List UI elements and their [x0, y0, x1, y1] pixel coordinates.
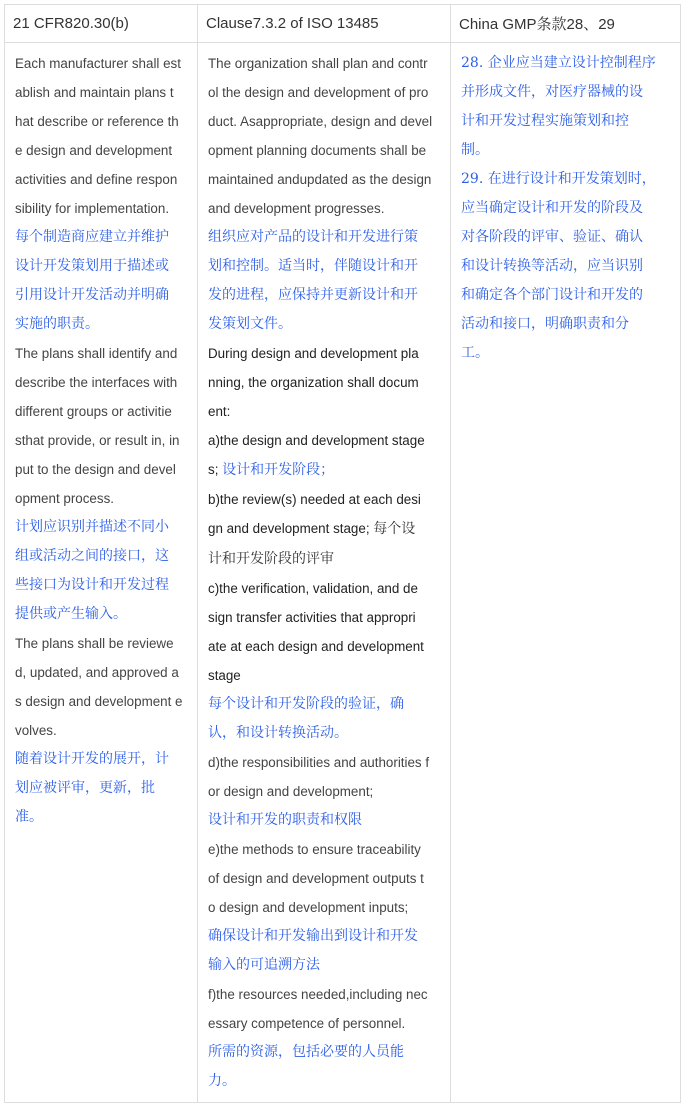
iso-item-a [208, 426, 445, 485]
iso-document-intro: During design and development pla nning, the organization shall docum ent: [208, 346, 419, 419]
cfr-interfaces-zh: 计划应识别并描述不同小 组或活动之间的接口，这 些接口为设计和开发过程 提供或产生输入。 [15, 519, 169, 622]
iso-item-c-zh: 每个设计和开发阶段的验证，确 认，和设计转换活动。 [208, 696, 404, 741]
table-header-row [5, 5, 681, 43]
iso-cell [198, 43, 451, 1103]
iso-item-e-en: e)the methods to ensure traceability of design and development outputs t o design and development inputs; [208, 842, 424, 915]
iso-plan-en: The organization shall plan and contr ol the design and development of pro duct. Asappropriate, design and devel opment planning documents shall be maintained andupdated as the design and development progresses. [208, 56, 433, 216]
iso-item-f-en: f)the resources needed,including nec essary competence of personnel. [208, 987, 428, 1031]
iso-item-e-zh: 确保设计和开发输出到设计和开发 输入的可追溯方法 [208, 928, 418, 973]
iso-item-d-en: d)the responsibilities and authorities f or design and development; [208, 755, 430, 799]
cfr-plans-zh: 每个制造商应建立并维护 设计开发策划用于描述或 引用设计开发活动并明确 实施的职责。 [15, 229, 169, 332]
iso-item-f-zh: 所需的资源，包括必要的人员能 力。 [208, 1044, 404, 1089]
cfr-interfaces-en: The plans shall identify and describe the interfaces with different groups or activitie sthat provide, or result in, in put to the design and devel opment process. [15, 346, 180, 506]
iso-plan-zh: 组织应对产品的设计和开发进行策 划和控制。适当时，伴随设计和开 发的进程，应保持并更新设计和开 发策划文件。 [208, 229, 418, 332]
cfr-review-zh: 随着设计开发的展开，计 划应被评审，更新，批 准。 [15, 751, 169, 825]
iso-item-c-en: c)the verification, validation, and de sign transfer activities that appropri ate at each design and development stage [208, 581, 424, 683]
header-china-gmp: China GMP条款28、29 [451, 5, 681, 43]
iso-item-b-en: b)the review(s) needed at each desi gn and development stage; [208, 492, 421, 536]
iso-item-a-en: a)the design and development stage s; [208, 433, 425, 477]
china-gmp-cell [451, 43, 681, 1103]
header-cfr: 21 CFR820.30(b) [5, 5, 198, 43]
cfr-cell [5, 43, 198, 1103]
iso-item-a-zh: 设计和开发阶段； [222, 462, 335, 478]
cfr-review-en: The plans shall be reviewe d, updated, and approved a s design and development e volves. [15, 636, 183, 738]
table-row [5, 43, 681, 1103]
comparison-table [4, 4, 681, 1103]
gmp-clause-29: 29. 在进行设计和开发策划时， 应当确定设计和开发的阶段及 对各阶段的评审、验证、确认 和设计转换等活动，应当识别 和确定各个部门设计和开发的 活动和接口，明确职责和分 工。 [461, 171, 656, 361]
iso-item-d-zh: 设计和开发的职责和权限 [208, 812, 362, 828]
cfr-plans-en: Each manufacturer shall est ablish and maintain plans t hat describe or reference th e design and development activities and define respon sibility for implementation. [15, 56, 181, 216]
iso-item-b-zh: 每个设 计和开发阶段的评审 [208, 521, 416, 567]
gmp-clause-28: 28. 企业应当建立设计控制程序 并形成文件，对医疗器械的设 计和开发过程实施策划和控 制。 [461, 55, 656, 158]
iso-item-b [208, 485, 445, 574]
header-iso: Clause7.3.2 of ISO 13485 [198, 5, 451, 43]
